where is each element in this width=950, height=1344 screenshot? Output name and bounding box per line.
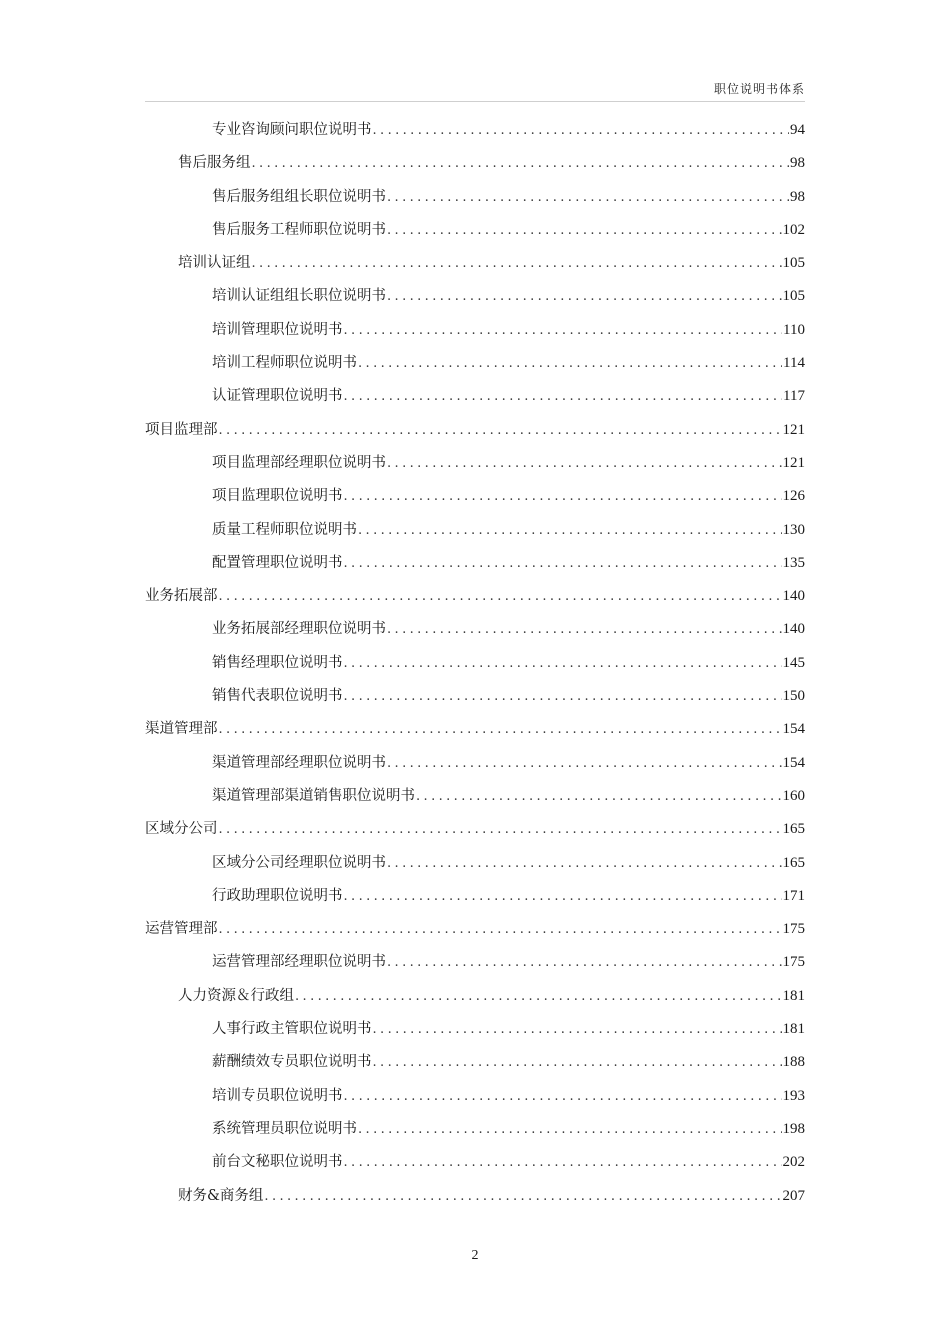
toc-entry-page: 117 bbox=[783, 388, 805, 405]
toc-entry-title: 渠道管理部 bbox=[145, 721, 218, 738]
toc-entry[interactable] bbox=[145, 110, 805, 143]
toc-entry-page: 121 bbox=[782, 421, 805, 438]
toc-entry-page: 207 bbox=[782, 1187, 805, 1204]
toc-entry-title: 认证管理职位说明书 bbox=[212, 388, 343, 405]
toc-entry-page: 102 bbox=[782, 221, 805, 238]
toc-entry[interactable] bbox=[145, 376, 805, 409]
toc-entry[interactable] bbox=[145, 809, 805, 842]
toc-entry[interactable] bbox=[145, 942, 805, 975]
toc-dot-leader bbox=[387, 622, 782, 637]
toc-entry-page: 181 bbox=[782, 987, 805, 1004]
toc-entry-title: 前台文秘职位说明书 bbox=[212, 1154, 343, 1171]
toc-entry[interactable] bbox=[145, 676, 805, 709]
toc-entry[interactable] bbox=[145, 909, 805, 942]
toc-entry-page: 193 bbox=[782, 1087, 805, 1104]
toc-entry-title: 财务&商务组 bbox=[178, 1187, 264, 1204]
toc-entry[interactable] bbox=[145, 1076, 805, 1109]
toc-entry-title: 人力资源＆行政组 bbox=[178, 987, 294, 1004]
toc-entry-page: 110 bbox=[783, 321, 805, 338]
toc-entry-title: 运营管理部 bbox=[145, 921, 218, 938]
toc-entry[interactable] bbox=[145, 410, 805, 443]
toc-entry[interactable] bbox=[145, 276, 805, 309]
toc-entry[interactable] bbox=[145, 1109, 805, 1142]
toc-entry-page: 175 bbox=[782, 921, 805, 938]
toc-entry-title: 渠道管理部渠道销售职位说明书 bbox=[212, 787, 415, 804]
toc-entry-page: 188 bbox=[782, 1054, 805, 1071]
toc-dot-leader bbox=[252, 256, 782, 271]
toc-dot-leader bbox=[344, 323, 783, 338]
toc-dot-leader bbox=[373, 123, 790, 138]
toc-entry-title: 专业咨询顾问职位说明书 bbox=[212, 122, 372, 138]
toc-entry[interactable] bbox=[145, 976, 805, 1009]
toc-dot-leader bbox=[358, 1122, 782, 1137]
toc-dot-leader bbox=[219, 589, 782, 604]
toc-entry-page: 121 bbox=[782, 454, 805, 471]
toc-entry[interactable] bbox=[145, 1009, 805, 1042]
toc-entry-title: 运营管理部经理职位说明书 bbox=[212, 954, 386, 971]
toc-entry-page: 130 bbox=[782, 521, 805, 538]
toc-entry-page: 154 bbox=[782, 754, 805, 771]
toc-dot-leader bbox=[219, 822, 782, 837]
toc-entry-page: 165 bbox=[782, 854, 805, 871]
page-number: 2 bbox=[471, 1248, 479, 1263]
toc-entry-title: 行政助理职位说明书 bbox=[212, 887, 343, 904]
toc-entry-title: 售后服务组组长职位说明书 bbox=[212, 188, 386, 205]
toc-entry-page: 114 bbox=[783, 355, 805, 372]
toc-entry-title: 配置管理职位说明书 bbox=[212, 554, 343, 571]
toc-entry-page: 98 bbox=[790, 188, 805, 205]
toc-entry-page: 105 bbox=[782, 288, 805, 305]
toc-dot-leader bbox=[387, 223, 782, 238]
toc-entry-title: 业务拓展部经理职位说明书 bbox=[212, 621, 386, 638]
toc-entry-page: 198 bbox=[782, 1120, 805, 1137]
toc-dot-leader bbox=[344, 1155, 782, 1170]
toc-dot-leader bbox=[264, 1189, 781, 1204]
toc-entry-page: 126 bbox=[782, 488, 805, 505]
toc-entry-title: 销售代表职位说明书 bbox=[212, 688, 343, 705]
toc-dot-leader bbox=[387, 756, 782, 771]
toc-dot-leader bbox=[387, 289, 782, 304]
toc-dot-leader bbox=[295, 989, 782, 1004]
toc-dot-leader bbox=[358, 356, 782, 371]
toc-entry-title: 售后服务组 bbox=[178, 155, 251, 172]
toc-entry[interactable] bbox=[145, 576, 805, 609]
toc-entry-title: 培训认证组组长职位说明书 bbox=[212, 288, 386, 305]
toc-entry-page: 94 bbox=[790, 122, 805, 138]
toc-entry-title: 薪酬绩效专员职位说明书 bbox=[212, 1054, 372, 1071]
toc-dot-leader bbox=[373, 1022, 782, 1037]
header-rule bbox=[145, 101, 805, 102]
toc-entry[interactable] bbox=[145, 743, 805, 776]
toc-entry-title: 区域分公司 bbox=[145, 821, 218, 838]
toc-entry[interactable] bbox=[145, 876, 805, 909]
toc-entry[interactable] bbox=[145, 543, 805, 576]
toc-entry-title: 质量工程师职位说明书 bbox=[212, 521, 357, 538]
toc-entry-page: 154 bbox=[782, 721, 805, 738]
toc-entry[interactable] bbox=[145, 343, 805, 376]
toc-entry-page: 140 bbox=[782, 588, 805, 605]
toc-entry[interactable] bbox=[145, 443, 805, 476]
running-header: 职位说明书体系 bbox=[713, 82, 805, 96]
toc-entry[interactable] bbox=[145, 310, 805, 343]
toc-entry[interactable] bbox=[145, 776, 805, 809]
table-of-contents bbox=[145, 110, 805, 1209]
toc-dot-leader bbox=[344, 389, 783, 404]
toc-entry-page: 175 bbox=[782, 954, 805, 971]
toc-entry-page: 98 bbox=[790, 155, 805, 172]
toc-dot-leader bbox=[344, 556, 782, 571]
toc-entry[interactable] bbox=[145, 143, 805, 176]
toc-entry[interactable] bbox=[145, 1042, 805, 1075]
toc-entry[interactable] bbox=[145, 210, 805, 243]
toc-entry-page: 181 bbox=[782, 1021, 805, 1038]
toc-entry-title: 售后服务工程师职位说明书 bbox=[212, 221, 386, 238]
toc-dot-leader bbox=[252, 156, 790, 171]
toc-entry[interactable] bbox=[145, 1176, 805, 1209]
toc-entry-title: 渠道管理部经理职位说明书 bbox=[212, 754, 386, 771]
toc-entry[interactable] bbox=[145, 1142, 805, 1175]
toc-entry[interactable] bbox=[145, 843, 805, 876]
toc-dot-leader bbox=[387, 856, 782, 871]
toc-entry-page: 140 bbox=[782, 621, 805, 638]
toc-dot-leader bbox=[344, 489, 782, 504]
toc-dot-leader bbox=[387, 955, 782, 970]
toc-dot-leader bbox=[416, 789, 782, 804]
toc-entry-title: 项目监理部 bbox=[145, 421, 218, 438]
toc-dot-leader bbox=[373, 1055, 782, 1070]
toc-entry[interactable] bbox=[145, 609, 805, 642]
toc-dot-leader bbox=[219, 922, 782, 937]
toc-entry-title: 培训管理职位说明书 bbox=[212, 321, 343, 338]
toc-entry[interactable] bbox=[145, 243, 805, 276]
toc-entry-title: 业务拓展部 bbox=[145, 588, 218, 605]
toc-entry-title: 培训专员职位说明书 bbox=[212, 1087, 343, 1104]
toc-entry-title: 销售经理职位说明书 bbox=[212, 654, 343, 671]
toc-entry[interactable] bbox=[145, 476, 805, 509]
toc-entry-title: 项目监理部经理职位说明书 bbox=[212, 454, 386, 471]
toc-dot-leader bbox=[344, 1089, 782, 1104]
toc-dot-leader bbox=[358, 523, 782, 538]
toc-entry-page: 105 bbox=[782, 255, 805, 272]
toc-entry-page: 145 bbox=[782, 654, 805, 671]
toc-dot-leader bbox=[387, 456, 782, 471]
toc-dot-leader bbox=[387, 190, 789, 205]
toc-entry-title: 项目监理职位说明书 bbox=[212, 488, 343, 505]
toc-entry-title: 区域分公司经理职位说明书 bbox=[212, 854, 386, 871]
toc-dot-leader bbox=[344, 889, 782, 904]
toc-entry-page: 135 bbox=[782, 554, 805, 571]
toc-entry[interactable] bbox=[145, 709, 805, 742]
toc-entry[interactable] bbox=[145, 510, 805, 543]
toc-entry-title: 系统管理员职位说明书 bbox=[212, 1120, 357, 1137]
toc-dot-leader bbox=[344, 689, 782, 704]
toc-entry-title: 人事行政主管职位说明书 bbox=[212, 1021, 372, 1038]
toc-entry-page: 165 bbox=[782, 821, 805, 838]
toc-entry[interactable] bbox=[145, 177, 805, 210]
toc-dot-leader bbox=[219, 722, 782, 737]
toc-dot-leader bbox=[344, 656, 782, 671]
toc-entry-title: 培训工程师职位说明书 bbox=[212, 355, 357, 372]
toc-entry[interactable] bbox=[145, 643, 805, 676]
toc-entry-page: 150 bbox=[782, 688, 805, 705]
toc-entry-page: 171 bbox=[782, 887, 805, 904]
toc-entry-page: 202 bbox=[782, 1154, 805, 1171]
toc-entry-title: 培训认证组 bbox=[178, 255, 251, 272]
toc-dot-leader bbox=[219, 423, 782, 438]
toc-entry-page: 160 bbox=[782, 787, 805, 804]
